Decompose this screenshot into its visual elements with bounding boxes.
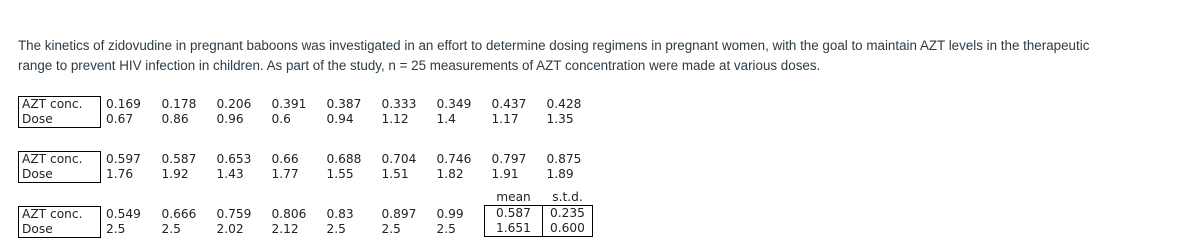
table-cell: 0.875: [546, 151, 582, 166]
table-cell: 2.12: [271, 222, 299, 237]
row-label: Dose: [19, 222, 101, 238]
stats-conc-row: [485, 206, 593, 222]
std-header: s.t.d.: [552, 190, 583, 204]
table-cell: 0.759: [216, 206, 252, 221]
table-cell: 2.5: [326, 222, 346, 237]
table-cell: 0.387: [326, 96, 362, 111]
row-label: Dose: [19, 112, 101, 128]
table-cell: 0.797: [491, 151, 527, 166]
table-cell: 0.897: [381, 206, 417, 221]
dose-row: [19, 167, 598, 183]
intro-line-2: range to prevent HIV infection in children. As part of the study, n = 25 measurements of AZT concentration were made at various doses.: [18, 58, 821, 73]
table-cell: 2.5: [436, 222, 456, 237]
table-cell: 0.86: [161, 112, 189, 127]
conc-row: [19, 207, 488, 223]
table-cell: 0.391: [271, 96, 307, 111]
row-label: AZT conc.: [19, 207, 101, 223]
table-cell: 0.206: [216, 96, 252, 111]
table-cell: 0.587: [161, 151, 197, 166]
row-label: AZT conc.: [19, 152, 101, 168]
problem-intro: [18, 36, 1183, 76]
row-label: Dose: [19, 167, 101, 183]
table-cell: 2.5: [161, 222, 181, 237]
table-cell: 0.6: [271, 112, 291, 127]
mean-header: mean: [496, 190, 531, 204]
data-table-3: [18, 206, 488, 238]
table-cell: 0.428: [546, 96, 582, 111]
dose-mean-value: 1.651: [485, 221, 543, 237]
table-cell: 0.746: [436, 151, 472, 166]
table-cell: 0.96: [216, 112, 244, 127]
table-cell: 0.83: [326, 206, 354, 221]
table-cell: 2.02: [216, 222, 244, 237]
table-cell: 0.549: [106, 206, 141, 221]
table-cell: 1.12: [381, 112, 409, 127]
table-cell: 0.437: [491, 96, 527, 111]
dose-row: [19, 112, 598, 128]
table-cell: 1.89: [546, 167, 574, 182]
table-cell: 1.91: [491, 167, 519, 182]
table-cell: 1.92: [161, 167, 189, 182]
table-cell: 0.94: [326, 112, 354, 127]
table-cell: 0.169: [106, 96, 141, 111]
table-cell: 0.99: [436, 206, 464, 221]
row-label: AZT conc.: [19, 97, 101, 113]
table-cell: 1.82: [436, 167, 464, 182]
table-cell: 1.51: [381, 167, 409, 182]
table-cell: 0.178: [161, 96, 197, 111]
data-table-2: [18, 151, 598, 183]
table-cell: 2.5: [381, 222, 401, 237]
table-cell: 0.653: [216, 151, 252, 166]
conc-row: [19, 152, 598, 168]
intro-line-1: The kinetics of zidovudine in pregnant baboons was investigated in an effort to determine dosing regimens in pregnant women, with the goal to maintain AZT levels in the therapeutic: [18, 38, 1090, 53]
table-cell: 1.77: [271, 167, 299, 182]
conc-mean-value: 0.587: [485, 206, 543, 222]
table-cell: 1.17: [491, 112, 519, 127]
dose-row: [19, 222, 488, 238]
table-cell: 2.5: [106, 222, 126, 237]
conc-std-value: 0.235: [543, 206, 593, 222]
table-cell: 0.597: [106, 151, 141, 166]
table-cell: 1.35: [546, 112, 574, 127]
table-cell: 1.76: [106, 167, 134, 182]
table-cell: 0.333: [381, 96, 417, 111]
stats-dose-row: [485, 221, 593, 237]
table-cell: 0.66: [271, 151, 299, 166]
summary-stats-table: [484, 190, 593, 237]
data-table-1: [18, 96, 598, 128]
table-cell: 0.67: [106, 112, 134, 127]
stats-header-row: [485, 190, 593, 206]
table-cell: 1.4: [436, 112, 456, 127]
conc-row: [19, 97, 598, 113]
table-cell: 0.704: [381, 151, 417, 166]
table-cell: 1.55: [326, 167, 354, 182]
table-cell: 0.806: [271, 206, 307, 221]
dose-std-value: 0.600: [543, 221, 593, 237]
table-cell: 1.43: [216, 167, 244, 182]
table-cell: 0.688: [326, 151, 362, 166]
table-cell: 0.666: [161, 206, 197, 221]
table-cell: 0.349: [436, 96, 472, 111]
